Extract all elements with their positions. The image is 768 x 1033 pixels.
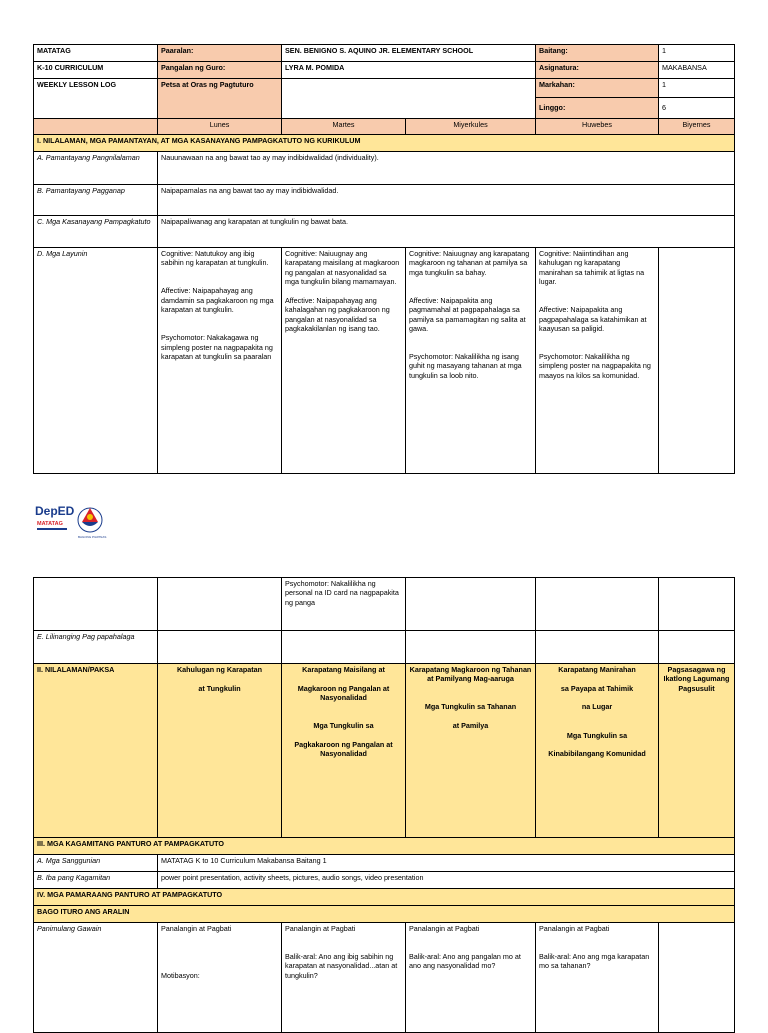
pamantayang-pagganap-label: B. Pamantayang Pagganap [34, 185, 158, 216]
matatag-wordmark-logo: MATATAG [37, 521, 63, 527]
layunin-lunes: Cognitive: Natutukoy ang ibig sabihin ng karapatan at tungkulin. Affective: Naipapahayag ang damdamin sa pagkakaroon ng mga karapatan at tungkulin. Psychomotor: Nakakagawa ng simpleng poster na nagpapakita ng karapatan at tungkulin sa paaralan [158, 248, 282, 474]
log-label: WEEKLY LESSON LOG [34, 79, 158, 119]
pagpapahalaga-martes [282, 631, 406, 664]
day-header-martes: Martes [282, 119, 406, 135]
section-1-title: I. NILALAMAN, MGA PAMANTAYAN, AT MGA KASANAYANG PAMPAGKATUTO NG KURIKULUM [34, 135, 735, 152]
markahan-value: 1 [659, 79, 735, 98]
pamantayang-pagganap-value: Naipapamalas na ang bawat tao ay may indibidwalidad. [158, 185, 735, 216]
asignatura-label: Asignatura: [536, 62, 659, 79]
linggo-value: 6 [659, 98, 735, 119]
lesson-log-table-page-1 [33, 44, 735, 474]
day-header-lunes: Lunes [158, 119, 282, 135]
layunin-martes: Cognitive: Naiuugnay ang karapatang maisilang at magkaroon ng pangalan at nasyonalidad sa mga tungkulin bilang mamamayan. Affective: Naipapahayag ang kahalagahan ng pagkakaroon ng pangalan at nasyonalidad sa pagkakakilanlan ng isang tao. [282, 248, 406, 474]
day-header-huwebes: Huwebes [536, 119, 659, 135]
panimulang-gawain-label: Panimulang Gawain [34, 923, 158, 1033]
asignatura-value: MAKABANSA [659, 62, 735, 79]
continued-label [34, 578, 158, 631]
paksa-miyerkules: Karapatang Magkaroon ng Tahanan at Pamilyang Mag-aaruga Mga Tungkulin sa Tahanan at Pamilya [406, 664, 536, 838]
bago-ituro-title: BAGO ITURO ANG ARALIN [34, 906, 735, 923]
paaralan-label: Paaralan: [158, 45, 282, 62]
petsa-label: Petsa at Oras ng Pagtuturo [158, 79, 282, 119]
section-2-title: II. NILALAMAN/PAKSA [34, 664, 158, 838]
paaralan-value: SEN. BENIGNO S. AQUINO JR. ELEMENTARY SCHOOL [282, 45, 536, 62]
paksa-huwebes: Karapatang Manirahan sa Payapa at Tahimik na Lugar Mga Tungkulin sa Kinabibilangang Komunidad [536, 664, 659, 838]
deped-wordmark-logo: DepED [35, 504, 75, 518]
kagamitan-value: power point presentation, activity sheets, pictures, audio songs, video presentation [158, 872, 735, 889]
guro-value: LYRA M. POMIDA [282, 62, 536, 79]
paksa-martes: Karapatang Maisilang at Magkaroon ng Pangalan at Nasyonalidad Mga Tungkulin sa Pagkakaroon ng Pangalan at Nasyonalidad [282, 664, 406, 838]
continued-huwebes [536, 578, 659, 631]
mga-layunin-label: D. Mga Layunin [34, 248, 158, 474]
layunin-biyernes [659, 248, 735, 474]
kasanayang-pampagkatuto-label: C. Mga Kasanayang Pampagkatuto [34, 216, 158, 248]
deped-matatag-logo [33, 500, 117, 540]
panimula-lunes: Panalangin at Pagbati Motibasyon: [158, 923, 282, 1033]
pamantayang-pangnilalaman-label: A. Pamantayang Pangnilalaman [34, 152, 158, 185]
kagamitan-label: B. Iba pang Kagamitan [34, 872, 158, 889]
markahan-label: Markahan: [536, 79, 659, 98]
continued-miyerkules [406, 578, 536, 631]
day-header-biyernes: Biyernes [659, 119, 735, 135]
continued-lunes [158, 578, 282, 631]
baitang-label: Baitang: [536, 45, 659, 62]
kasanayang-pampagkatuto-value: Naipapaliwanag ang karapatan at tungkulin ng bawat bata. [158, 216, 735, 248]
section-4-title: IV. MGA PAMARAANG PANTURO AT PAMPAGKATUTO [34, 889, 735, 906]
panimula-martes: Panalangin at Pagbati Balik-aral: Ano ang ibig sabihin ng karapatan at nasyonalidad...atan at tungkulin? [282, 923, 406, 1033]
matatag-label: MATATAG [34, 45, 158, 62]
baitang-value: 1 [659, 45, 735, 62]
pagpapahalaga-miyerkules [406, 631, 536, 664]
panimula-huwebes: Panalangin at Pagbati Balik-aral: Ano ang mga karapatan mo sa tahanan? [536, 923, 659, 1033]
guro-label: Pangalan ng Guro: [158, 62, 282, 79]
pagpapahalaga-biyernes [659, 631, 735, 664]
pagpapahalaga-lunes [158, 631, 282, 664]
day-header-miyerkules: Miyerkules [406, 119, 536, 135]
pagpapahalaga-label: E. Lilinanging Pag papahalaga [34, 631, 158, 664]
layunin-huwebes: Cognitive: Naiintindihan ang kahulugan ng karapatang manirahan sa tahimik at ligtas na lugar. Affective: Naipapakita ang pagpapahalaga sa katahimikan at kaayusan sa paligid. Psychomotor: Nakalilikha ng simpleng poster na nagpapakita ng maayos na kilos sa komunidad. [536, 248, 659, 474]
petsa-value [282, 79, 536, 119]
bagong-pilipinas-seal-logo [78, 508, 102, 532]
paksa-biyernes: Pagsasagawa ng Ikatlong Lagumang Pagsusulit [659, 664, 735, 838]
sanggunian-value: MATATAG K to 10 Curriculum Makabansa Baitang 1 [158, 855, 735, 872]
continued-martes: Psychomotor: Nakalilikha ng personal na ID card na nagpapakita ng panga [282, 578, 406, 631]
panimula-miyerkules: Panalangin at Pagbati Balik-aral: Ano ang pangalan mo at ano ang nasyonalidad mo? [406, 923, 536, 1033]
pamantayang-pangnilalaman-value: Nauunawaan na ang bawat tao ay may indibidwalidad (individuality). [158, 152, 735, 185]
paksa-lunes: Kahulugan ng Karapatan at Tungkulin [158, 664, 282, 838]
seal-caption: BAGONG PILIPINAS [78, 535, 107, 539]
sanggunian-label: A. Mga Sanggunian [34, 855, 158, 872]
continued-biyernes [659, 578, 735, 631]
pagpapahalaga-huwebes [536, 631, 659, 664]
curriculum-label: K-10 CURRICULUM [34, 62, 158, 79]
layunin-miyerkules: Cognitive: Naiuugnay ang karapatang magkaroon ng tahanan at pamilya sa mga tungkulin sa bahay. Affective: Naipapakita ang pagmamahal at pagpapahalaga sa pamilya sa pamamagitan ng salita at gawa. Psychomotor: Nakalilikha ng isang guhit ng masayang tahanan at mga tungkulin sa loob nito. [406, 248, 536, 474]
section-3-title: III. MGA KAGAMITANG PANTURO AT PAMPAGKATUTO [34, 838, 735, 855]
days-corner [34, 119, 158, 135]
panimula-biyernes [659, 923, 735, 1033]
linggo-label: Linggo: [536, 98, 659, 119]
lesson-log-table-page-2 [33, 577, 735, 1033]
